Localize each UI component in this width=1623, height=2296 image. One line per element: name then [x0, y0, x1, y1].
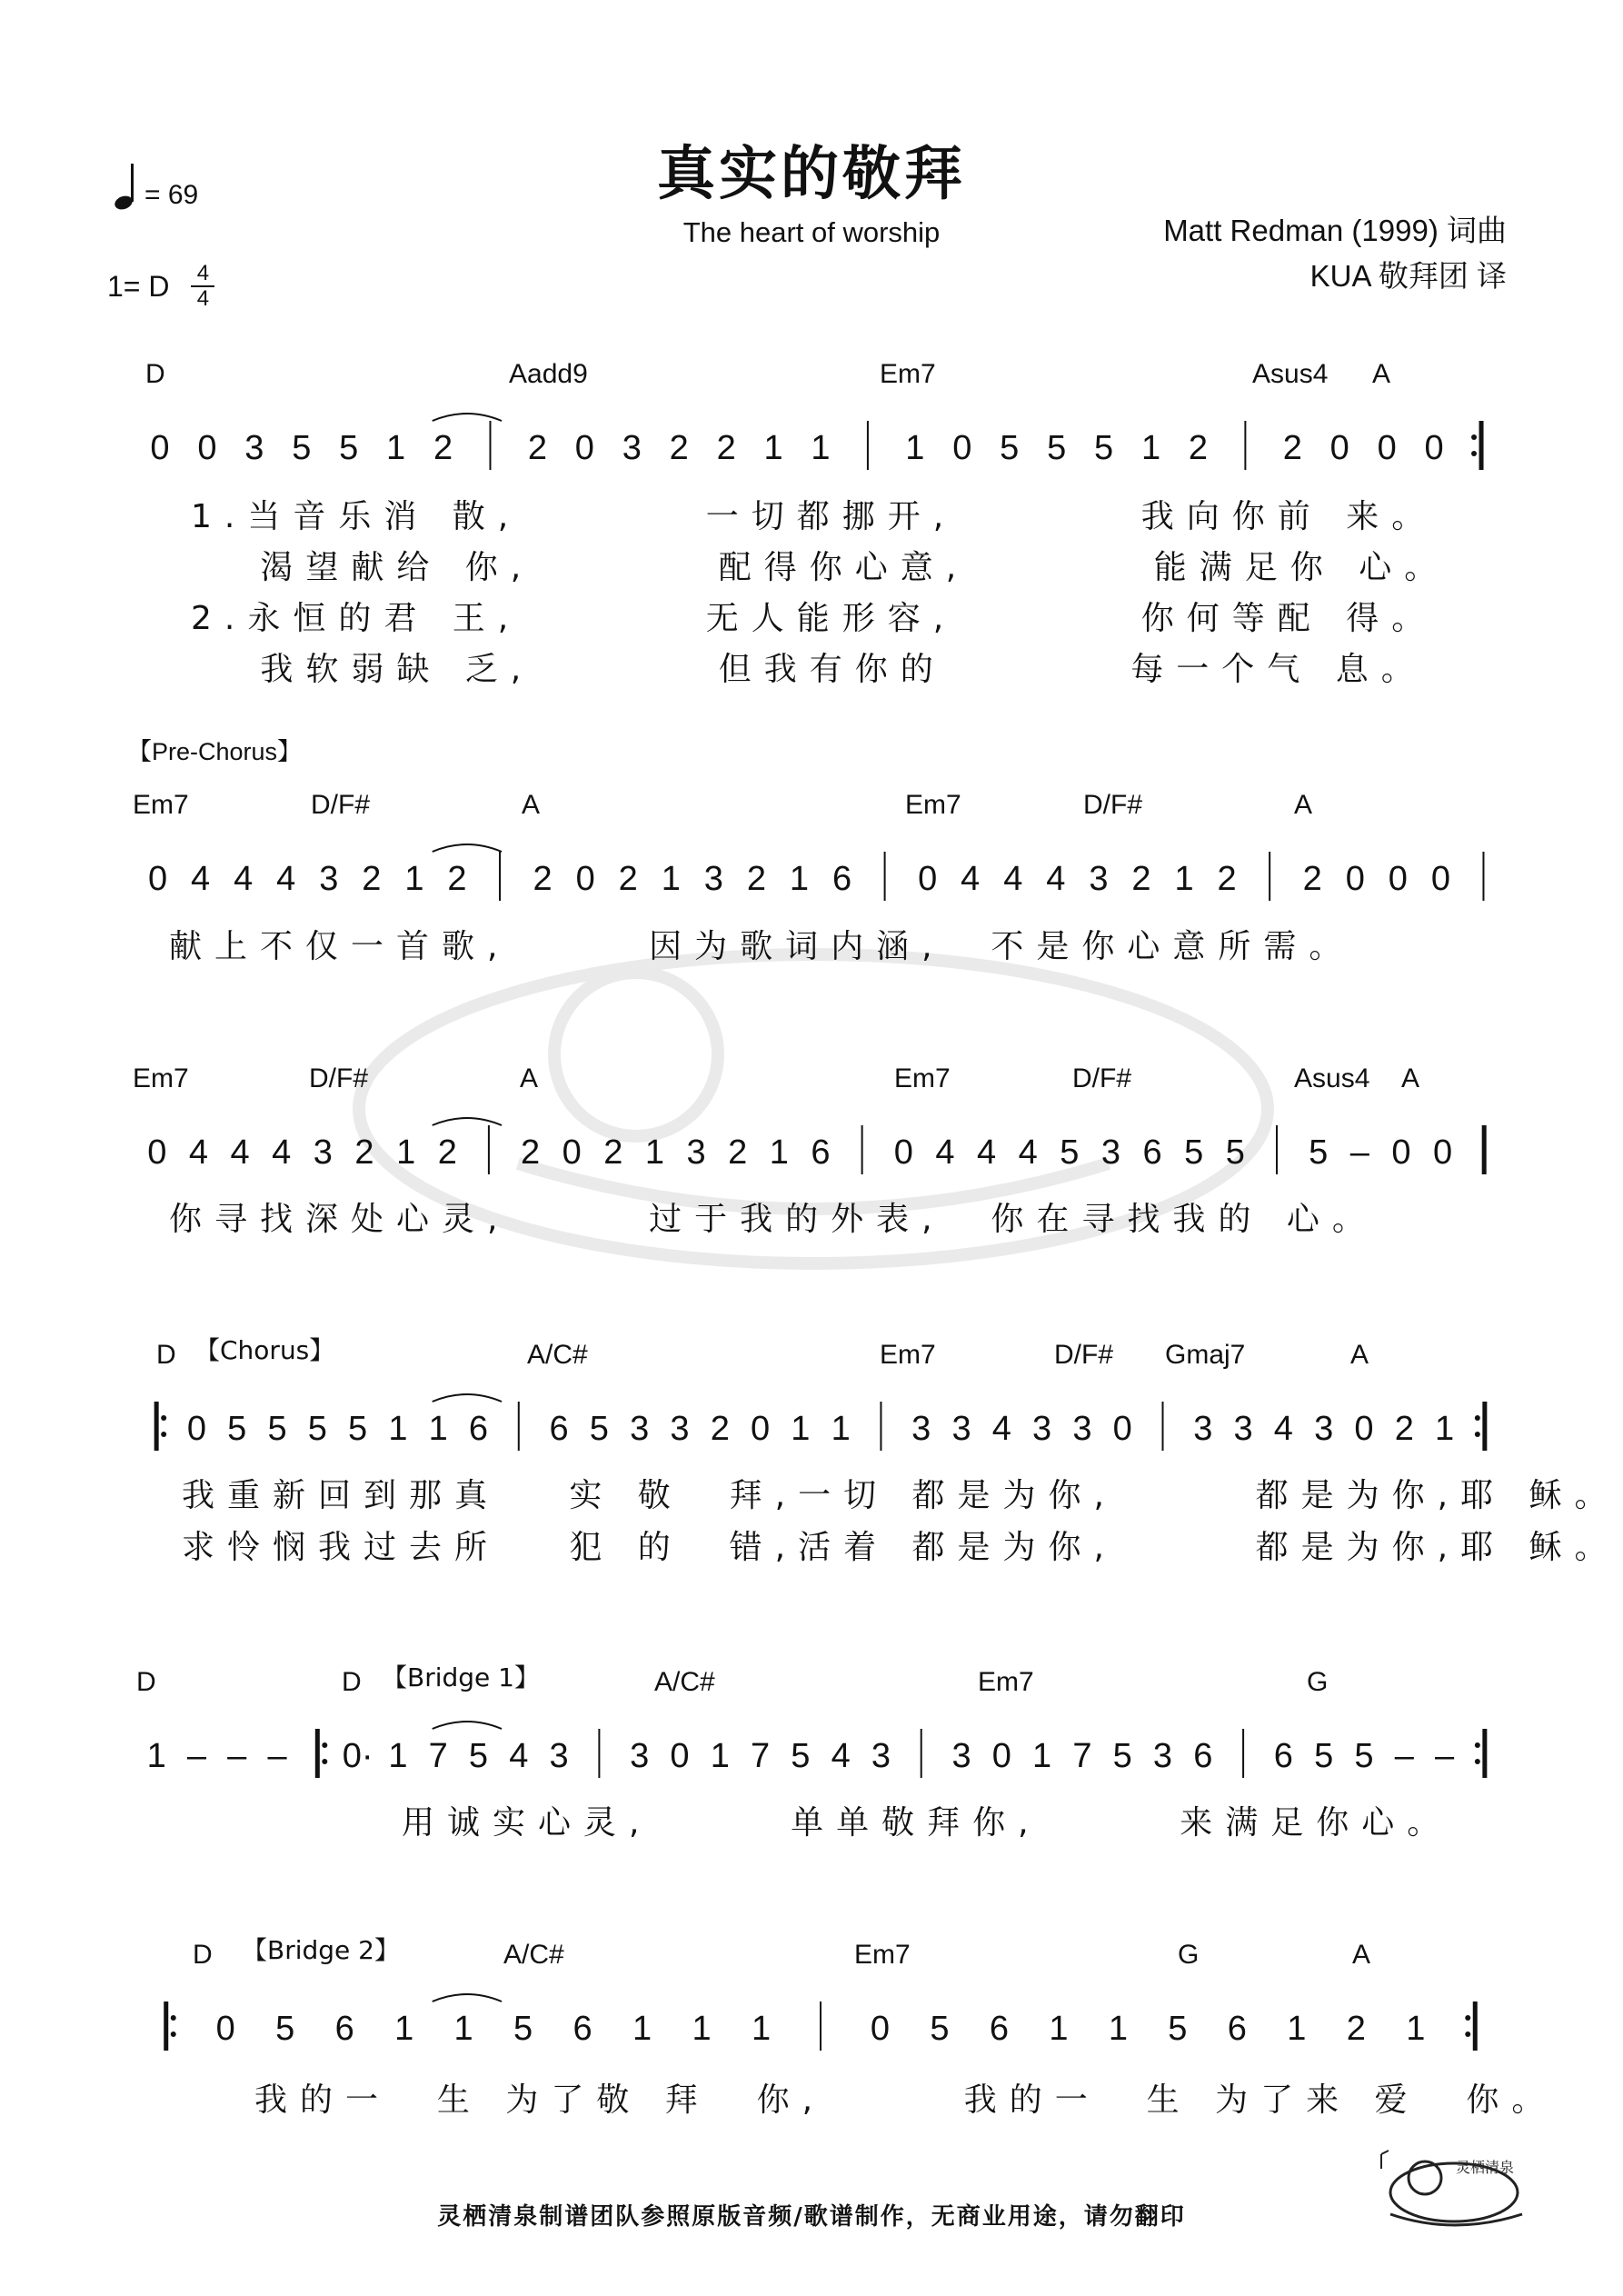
note: 0	[562, 1133, 582, 1172]
tie-arc	[433, 1118, 502, 1125]
note: 6	[573, 2010, 592, 2048]
tie-arc	[433, 844, 502, 852]
note: 0	[1424, 429, 1444, 467]
note: 3	[871, 1737, 891, 1775]
note: 5	[1309, 1133, 1329, 1172]
barline	[156, 1402, 166, 1451]
note: 4	[188, 1133, 209, 1172]
note: 3	[630, 1737, 650, 1775]
note: 5	[227, 1410, 247, 1448]
note: 1	[1049, 2010, 1069, 2048]
chord: D	[156, 1340, 176, 1370]
note: 2	[1188, 429, 1209, 467]
note: 3	[630, 1410, 650, 1448]
note: 1	[763, 429, 783, 467]
song-title: 真实的敬拜	[657, 141, 966, 208]
notation-graphic	[127, 1385, 1514, 1467]
note: 3	[951, 1737, 971, 1775]
note: 1	[453, 2010, 473, 2048]
note: 6	[468, 1410, 489, 1448]
chord: G	[1307, 1667, 1329, 1697]
note: 2	[1346, 2010, 1366, 2048]
note: 3	[1152, 1737, 1173, 1775]
note: 0	[1377, 429, 1397, 467]
note: 1	[146, 1737, 166, 1775]
note: 3	[1072, 1410, 1092, 1448]
note: 2	[1217, 860, 1237, 898]
note: 1	[1032, 1737, 1052, 1775]
note: 5	[1225, 1133, 1245, 1172]
note: 0	[197, 429, 217, 467]
note: 0	[215, 2010, 235, 2048]
key-signature	[107, 262, 214, 311]
note: 5	[1094, 429, 1114, 467]
chord: Em7	[905, 790, 961, 820]
note: 4	[1003, 860, 1023, 898]
chord: Em7	[133, 1063, 189, 1093]
note: 4	[831, 1737, 851, 1775]
note: 2	[527, 429, 547, 467]
notation-line	[127, 1985, 1514, 2067]
barline	[317, 1729, 327, 1778]
note: 1	[1434, 1410, 1455, 1448]
chord: Em7	[880, 1340, 936, 1370]
section-label: 【Pre-Chorus】	[127, 738, 303, 765]
barline	[1475, 1402, 1485, 1451]
note: 5	[339, 429, 359, 467]
note: 1	[1108, 2010, 1128, 2048]
tie-arc	[433, 1394, 502, 1402]
note: 6	[1193, 1737, 1213, 1775]
note: 0	[991, 1737, 1011, 1775]
notation-graphic	[127, 1712, 1514, 1794]
note: 0	[893, 1133, 913, 1172]
lyric-line: 渴望献给 你, 配得你心意, 能满足你 心。	[191, 549, 1450, 586]
note: 2	[362, 860, 382, 898]
note: 3	[1233, 1410, 1253, 1448]
chord: A	[1350, 1340, 1369, 1370]
note: 5	[307, 1410, 327, 1448]
note: 0	[670, 1737, 690, 1775]
note: 2	[618, 860, 638, 898]
note: 0	[1345, 860, 1365, 898]
lyric-line: 用诚实心灵, 单单敬拜你, 来满足你心。	[402, 1804, 1453, 1842]
note: 5	[275, 2010, 295, 2048]
note: –	[1434, 1737, 1455, 1775]
note: 5	[589, 1410, 609, 1448]
note: 2	[354, 1133, 374, 1172]
section-label: 【Bridge 1】	[382, 1662, 540, 1692]
note: 3	[703, 860, 723, 898]
note: 0	[1329, 429, 1349, 467]
note: 1	[751, 2010, 772, 2048]
note: 1	[1287, 2010, 1307, 2048]
chord: Em7	[133, 790, 189, 820]
note: 2	[1394, 1410, 1414, 1448]
lyric-line: 我重新回到那真 实 敬 拜,一切 都是为你, 都是为你,耶 稣。	[182, 1477, 1620, 1514]
note: 1	[428, 1410, 448, 1448]
note: 3	[686, 1133, 706, 1172]
chord: D/F#	[1072, 1063, 1132, 1093]
note: 3	[549, 1737, 569, 1775]
note: 4	[509, 1737, 529, 1775]
note: 6	[1227, 2010, 1247, 2048]
section-label: 【Chorus】	[194, 1335, 335, 1365]
note: 1	[396, 1133, 416, 1172]
tie-arc	[433, 414, 502, 421]
chord: D	[193, 1940, 213, 1970]
note: 4	[272, 1133, 292, 1172]
chord: Gmaj7	[1165, 1340, 1246, 1370]
quarter-note-icon	[114, 162, 137, 211]
note: 5	[292, 429, 312, 467]
note: 6	[334, 2010, 354, 2048]
note: 0	[1354, 1410, 1374, 1448]
note: 0	[147, 1133, 167, 1172]
note: 2	[447, 860, 467, 898]
song-subtitle: The heart of worship	[682, 216, 941, 248]
note: –	[186, 1737, 207, 1775]
note: 4	[1018, 1133, 1038, 1172]
lyric-line: 1.当音乐消 散, 一切都挪开, 我向你前 来。	[191, 498, 1438, 535]
lyric-line: 2.永恒的君 王, 无人能形容, 你何等配 得。	[191, 600, 1438, 637]
notation-graphic	[127, 1109, 1514, 1191]
chord: D	[136, 1667, 156, 1697]
note: 5	[1314, 1737, 1334, 1775]
note: 2	[433, 429, 453, 467]
note: 7	[750, 1737, 771, 1775]
note: 3	[670, 1410, 690, 1448]
note: 1	[1406, 2010, 1426, 2048]
note: 4	[1046, 860, 1066, 898]
barline	[1471, 421, 1481, 470]
note: 5	[791, 1737, 811, 1775]
lyric-line: 我软弱缺 乏, 但我有你的 每一个气 息。	[191, 651, 1427, 688]
note: 5	[1047, 429, 1067, 467]
chord: D	[145, 359, 165, 389]
chord: Em7	[854, 1940, 911, 1970]
chord: A	[1401, 1063, 1420, 1093]
note: 4	[276, 860, 296, 898]
note: 1	[386, 429, 406, 467]
notation-line	[127, 835, 1514, 917]
note: 2	[520, 1133, 541, 1172]
note: 4	[230, 1133, 250, 1172]
chord: D/F#	[311, 790, 371, 820]
chord: A	[522, 790, 541, 820]
tempo-value: = 69	[144, 180, 199, 210]
chord: D/F#	[1083, 790, 1143, 820]
notation-graphic	[127, 835, 1514, 917]
chord: Em7	[978, 1667, 1034, 1697]
tie-arc	[433, 1994, 502, 2002]
note: 0	[147, 860, 168, 898]
note: 1	[644, 1133, 665, 1172]
chord: A/C#	[527, 1340, 588, 1370]
note: 2	[533, 860, 553, 898]
note: 2	[728, 1133, 748, 1172]
note: 1	[710, 1737, 730, 1775]
note: 1	[769, 1133, 789, 1172]
note: 0	[1430, 860, 1450, 898]
chord: A	[1294, 790, 1313, 820]
note: 7	[428, 1737, 448, 1775]
note: 5	[1112, 1737, 1132, 1775]
note: 3	[1032, 1410, 1052, 1448]
note: 6	[989, 2010, 1010, 2048]
note: 3	[622, 429, 642, 467]
note: 1	[811, 429, 831, 467]
note: 1	[791, 1410, 811, 1448]
chord: Asus4	[1294, 1063, 1370, 1093]
composer-credit: Matt Redman (1999) 词曲	[1163, 214, 1507, 247]
note: 0	[574, 429, 594, 467]
note: 1	[394, 2010, 414, 2048]
note: 5	[267, 1410, 287, 1448]
barline	[166, 2002, 176, 2051]
note: 3	[319, 860, 339, 898]
note: 3	[1314, 1410, 1334, 1448]
note: 3	[1089, 860, 1109, 898]
note: 5	[348, 1410, 368, 1448]
time-signature-top: 4	[196, 261, 210, 285]
tempo-marking	[114, 162, 198, 211]
chord: Aadd9	[509, 359, 588, 389]
note: 2	[746, 860, 766, 898]
note: 5	[1354, 1737, 1374, 1775]
note: 0	[150, 429, 170, 467]
note: 0·	[342, 1737, 373, 1775]
chord: D/F#	[309, 1063, 369, 1093]
note: 5	[1060, 1133, 1080, 1172]
note: 4	[234, 860, 254, 898]
note: 1	[1174, 860, 1194, 898]
note: 1	[661, 860, 681, 898]
note: 0	[186, 1410, 207, 1448]
note: 6	[831, 860, 852, 898]
notation-line	[127, 1712, 1514, 1794]
note: 2	[1302, 860, 1322, 898]
time-signature	[191, 262, 214, 311]
note: 2	[710, 1410, 730, 1448]
note: 1	[388, 1737, 408, 1775]
note: 1	[632, 2010, 652, 2048]
note: 3	[1193, 1410, 1213, 1448]
barline	[1475, 1729, 1485, 1778]
note: 0	[952, 429, 972, 467]
note: 4	[1273, 1410, 1293, 1448]
note: 3	[1100, 1133, 1121, 1172]
translator-credit: KUA 敬拜团 译	[1309, 259, 1507, 293]
chord: Em7	[880, 359, 936, 389]
note: 5	[930, 2010, 950, 2048]
note: 4	[976, 1133, 997, 1172]
note: 6	[1142, 1133, 1162, 1172]
note: 6	[1273, 1737, 1293, 1775]
chord: Asus4	[1252, 359, 1329, 389]
note: 0	[750, 1410, 771, 1448]
note: 1	[1140, 429, 1161, 467]
notation-line	[127, 404, 1514, 486]
chord: G	[1178, 1940, 1200, 1970]
sheep-logo-icon	[1372, 2136, 1536, 2236]
note: 5	[1168, 2010, 1188, 2048]
tie-arc	[433, 1722, 502, 1729]
note: –	[267, 1737, 287, 1775]
chord: A/C#	[654, 1667, 715, 1697]
note: 7	[1072, 1737, 1092, 1775]
lyric-line: 我的一 生 为了敬 拜 你, 我的一 生 为了来 爱 你。	[254, 2081, 1558, 2119]
note: 6	[549, 1410, 569, 1448]
chord: A	[520, 1063, 539, 1093]
lyric-line: 献上不仅一首歌, 因为歌词内涵, 不是你心意所需。	[169, 928, 1355, 965]
note: 1	[388, 1410, 408, 1448]
note: 2	[1131, 860, 1151, 898]
chord: D	[342, 1667, 362, 1697]
key-label: 1= D	[107, 269, 170, 303]
note: 0	[1391, 1133, 1411, 1172]
note: 5	[1184, 1133, 1204, 1172]
chord: A	[1372, 359, 1391, 389]
note: 5	[1000, 429, 1020, 467]
chord: A	[1352, 1940, 1371, 1970]
note: 2	[437, 1133, 457, 1172]
lyric-line: 求怜悯我过去所 犯 的 错,活着 都是为你, 都是为你,耶 稣。	[182, 1529, 1620, 1566]
note: 0	[1388, 860, 1408, 898]
note: 0	[1112, 1410, 1132, 1448]
note: 3	[244, 429, 264, 467]
note: 5	[468, 1737, 489, 1775]
logo-text: 灵栖清泉	[1456, 2159, 1515, 2176]
barline	[1465, 2002, 1475, 2051]
note: 0	[575, 860, 595, 898]
chord: D/F#	[1054, 1340, 1114, 1370]
note: 5	[513, 2010, 533, 2048]
note: 1	[404, 860, 424, 898]
note: 1	[905, 429, 925, 467]
note: 4	[935, 1133, 955, 1172]
note: 3	[911, 1410, 931, 1448]
note: 6	[811, 1133, 831, 1172]
note: 4	[191, 860, 211, 898]
notation-line	[127, 1109, 1514, 1191]
note: 3	[313, 1133, 333, 1172]
chord: Em7	[894, 1063, 951, 1093]
note: 1	[831, 1410, 851, 1448]
note: 2	[1282, 429, 1302, 467]
note: –	[227, 1737, 247, 1775]
note: 0	[918, 860, 938, 898]
note: 0	[870, 2010, 891, 2048]
note: –	[1349, 1133, 1369, 1172]
note: 3	[951, 1410, 971, 1448]
note: 2	[716, 429, 736, 467]
notation-graphic	[127, 1985, 1514, 2067]
chord: A/C#	[503, 1940, 564, 1970]
section-label: 【Bridge 2】	[242, 1935, 400, 1965]
lyric-line: 你寻找深处心灵, 过于我的外表, 你在寻找我的 心。	[169, 1201, 1378, 1238]
note: 2	[603, 1133, 623, 1172]
copyright-footer: 灵栖清泉制谱团队参照原版音频/歌谱制作，无商业用途，请勿翻印	[437, 2203, 1186, 2231]
notation-graphic	[127, 404, 1514, 486]
notation-line	[127, 1385, 1514, 1467]
note: 1	[692, 2010, 712, 2048]
note: 0	[1432, 1133, 1453, 1172]
note: 1	[789, 860, 810, 898]
note: 4	[991, 1410, 1011, 1448]
note: 4	[961, 860, 981, 898]
note: –	[1394, 1737, 1414, 1775]
time-signature-bottom: 4	[196, 286, 210, 311]
note: 2	[669, 429, 689, 467]
